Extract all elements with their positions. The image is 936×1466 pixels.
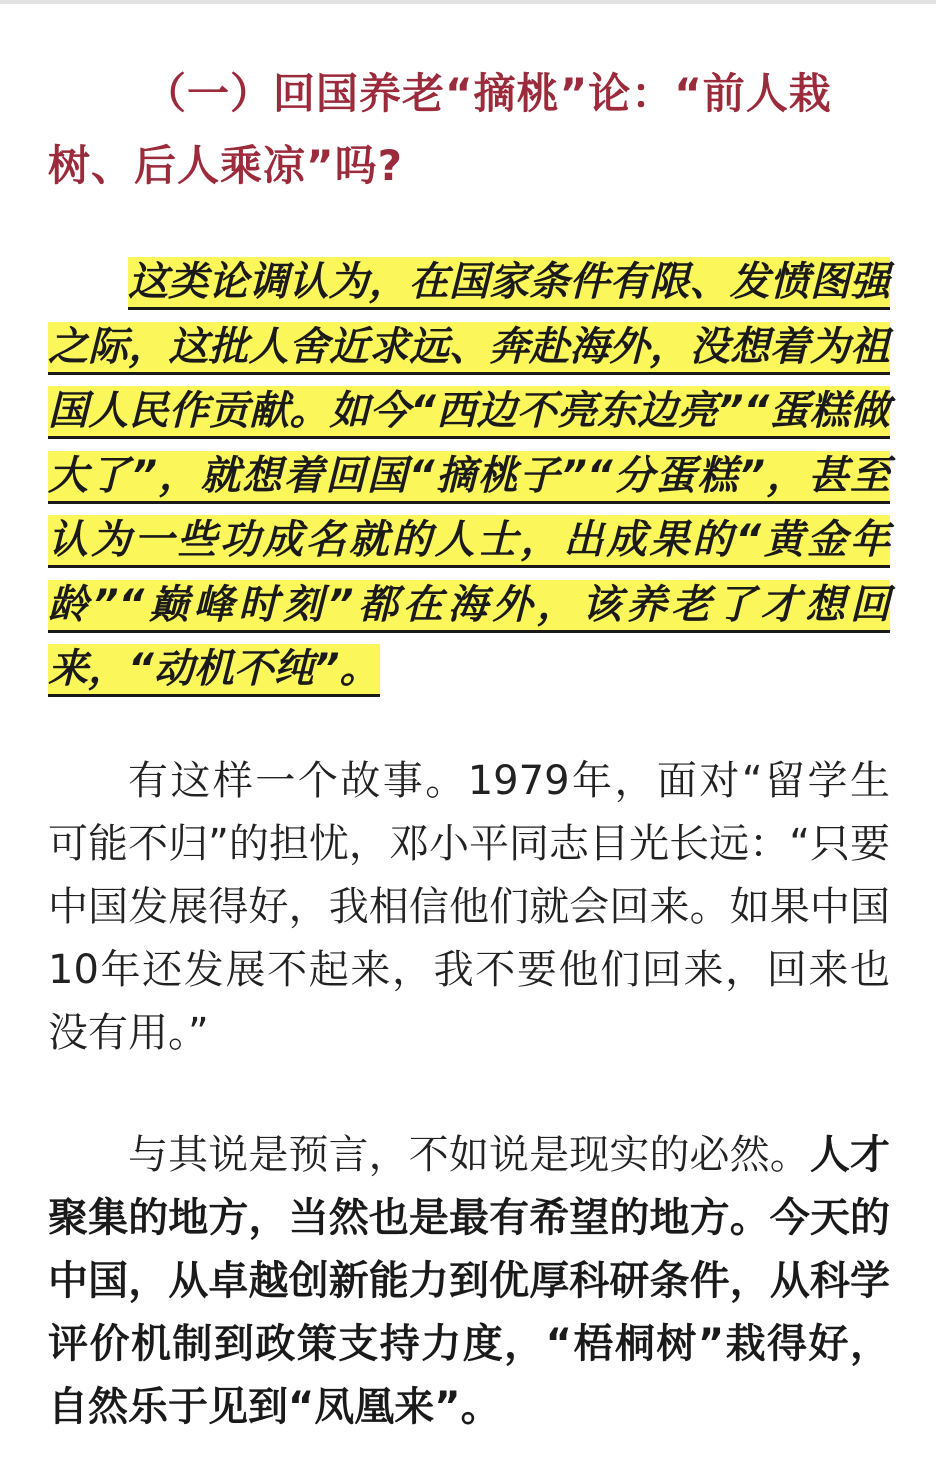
story-paragraph: 有这样一个故事。1979年，面对“留学生可能不归”的担忧，邓小平同志目光长远：“只要中国发展得好，我相信他们就会回来。如果中国10年还发展不起来，我不要他们回来，回来也没有用。” <box>48 758 890 1056</box>
top-divider <box>0 0 936 4</box>
highlighted-paragraph <box>48 250 890 702</box>
conclusion-bold-text: 人才聚集的地方，当然也是最有希望的地方。今天的中国，从卓越创新能力到优厚科研条件，从科学评价机制到政策支持力度，“梧桐树”栽得好，自然乐于见到“凤凰来”。 <box>48 1132 891 1430</box>
section-heading: （一）回国养老“摘桃”论：“前人栽树、后人乘凉”吗? <box>48 69 832 190</box>
conclusion-regular-text: 与其说是预言，不如说是现实的必然。 <box>128 1132 810 1178</box>
conclusion-paragraph <box>48 1124 890 1439</box>
highlighted-text: 这类论调认为，在国家条件有限、发愤图强之际，这批人舍近求远、奔赴海外，没想着为祖国人民作贡献。如今“西边不亮东边亮”“蛋糕做大了”，就想着回国“摘桃子”“分蛋糕”，甚至认为一些功成名就的人士，出成果的“黄金年龄”“巅峰时刻”都在海外，该养老了才想回来，“动机不纯”。 <box>48 257 890 697</box>
